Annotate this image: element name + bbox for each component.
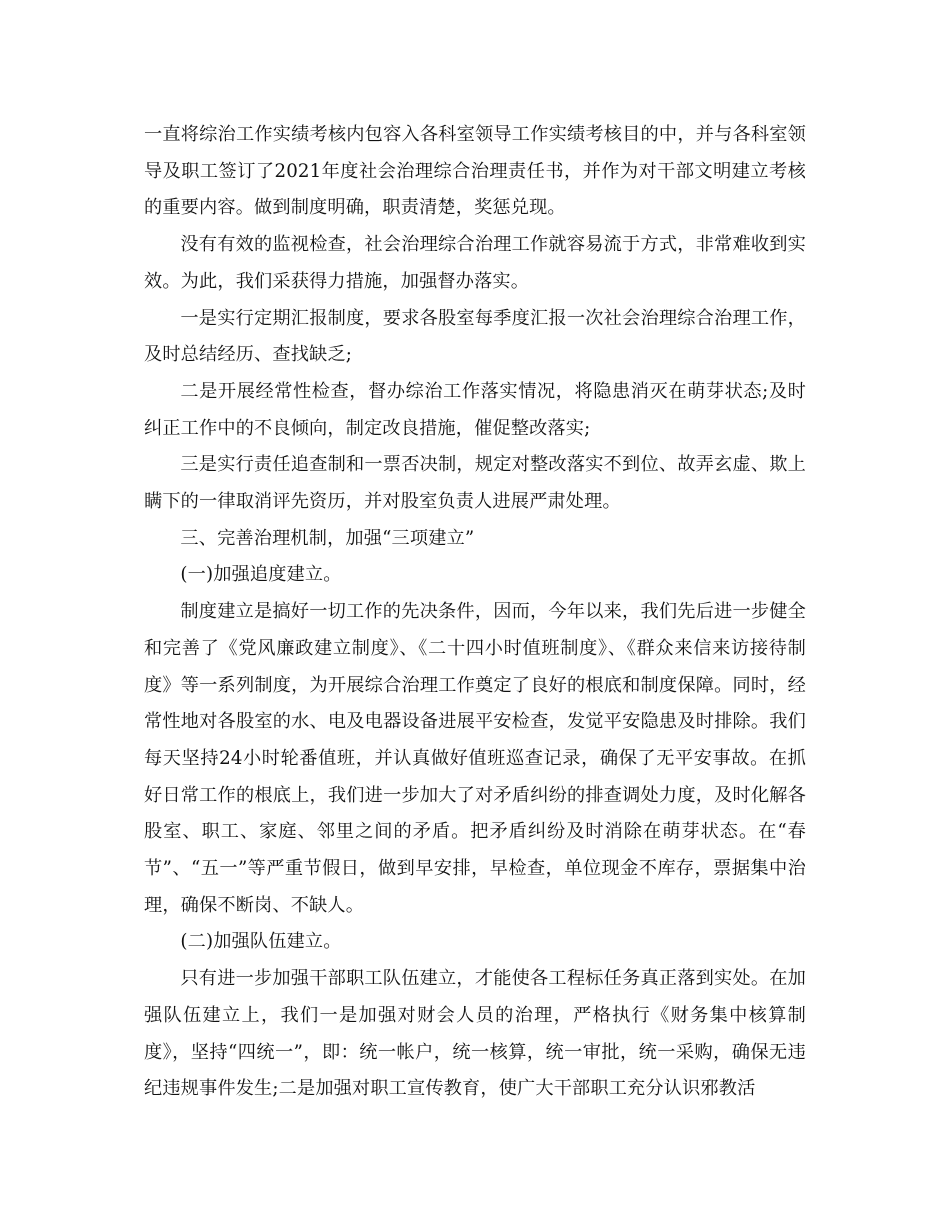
paragraph-2: 没有有效的监视检查，社会治理综合治理工作就容易流于方式，非常难收到实效。为此，我们采获得力措施，加强督办落实。: [144, 234, 806, 292]
paragraph-4: 二是开展经常性检查，督办综治工作落实情况，将隐患消灭在萌芽状态;及时纠正工作中的不良倾向，制定改良措施，催促整改落实;: [144, 380, 806, 439]
paragraph-1: 一直将综治工作实绩考核内包容入各科室领导工作实绩考核目的中，并与各科室领导及职工签订了2021年度社会治理综合治理责任书，并作为对干部文明建立考核的重要内容。做到制度明确，职责清楚，奖惩兑现。: [144, 124, 806, 219]
paragraph-6: 制度建立是搞好一切工作的先决条件，因而，今年以来，我们先后进一步健全和完善了《党风廉政建立制度》、《二十四小时值班制度》、《群众来信来访接待制度》等一系列制度，为开展综合治理工作奠定了良好的根底和制度保障。同时，经常性地对各股室的水、电及电器设备进展平安检查，发觉平安隐患及时排除。我们每天坚持24小时轮番值班，并认真做好值班巡查记录，确保了无平安事故。在抓好日常工作的根底上，我们进一步加大了对矛盾纠纷的排查调处力度，及时化解各股室、职工、家庭、邻里之间的矛盾。把矛盾纠纷及时消除在萌芽状态。在“春节”、“五一”等严重节假日，做到早安排，早检查，单位现金不库存，票据集中治理，确保不断岗、不缺人。: [144, 601, 806, 916]
subsection-heading-2: (二)加强队伍建立。: [180, 931, 342, 953]
paragraph-7: 只有进一步加强干部职工队伍建立，才能使各工程标任务真正落到实处。在加强队伍建立上，我们一是加强对财会人员的治理，严格执行《财务集中核算制度》，坚持“四统一”，即：统一帐户，统一核算，统一审批，统一采购，确保无违纪违规事件发生;二是加强对职工宣传教育，使广大干部职工充分认识邪教活: [144, 968, 806, 1100]
subsection-heading-1: (一)加强追度建立。: [180, 564, 342, 586]
document-page: [144, 117, 806, 1108]
paragraph-5: 三是实行责任追查制和一票否决制，规定对整改落实不到位、故弄玄虚、欺上瞒下的一律取消评先资历，并对股室负责人进展严肃处理。: [144, 454, 806, 513]
paragraph-3: 一是实行定期汇报制度，要求各股室每季度汇报一次社会治理综合治理工作，及时总结经历、查找缺乏;: [144, 307, 806, 366]
section-heading: 三、完善治理机制，加强“三项建立”: [180, 527, 475, 549]
